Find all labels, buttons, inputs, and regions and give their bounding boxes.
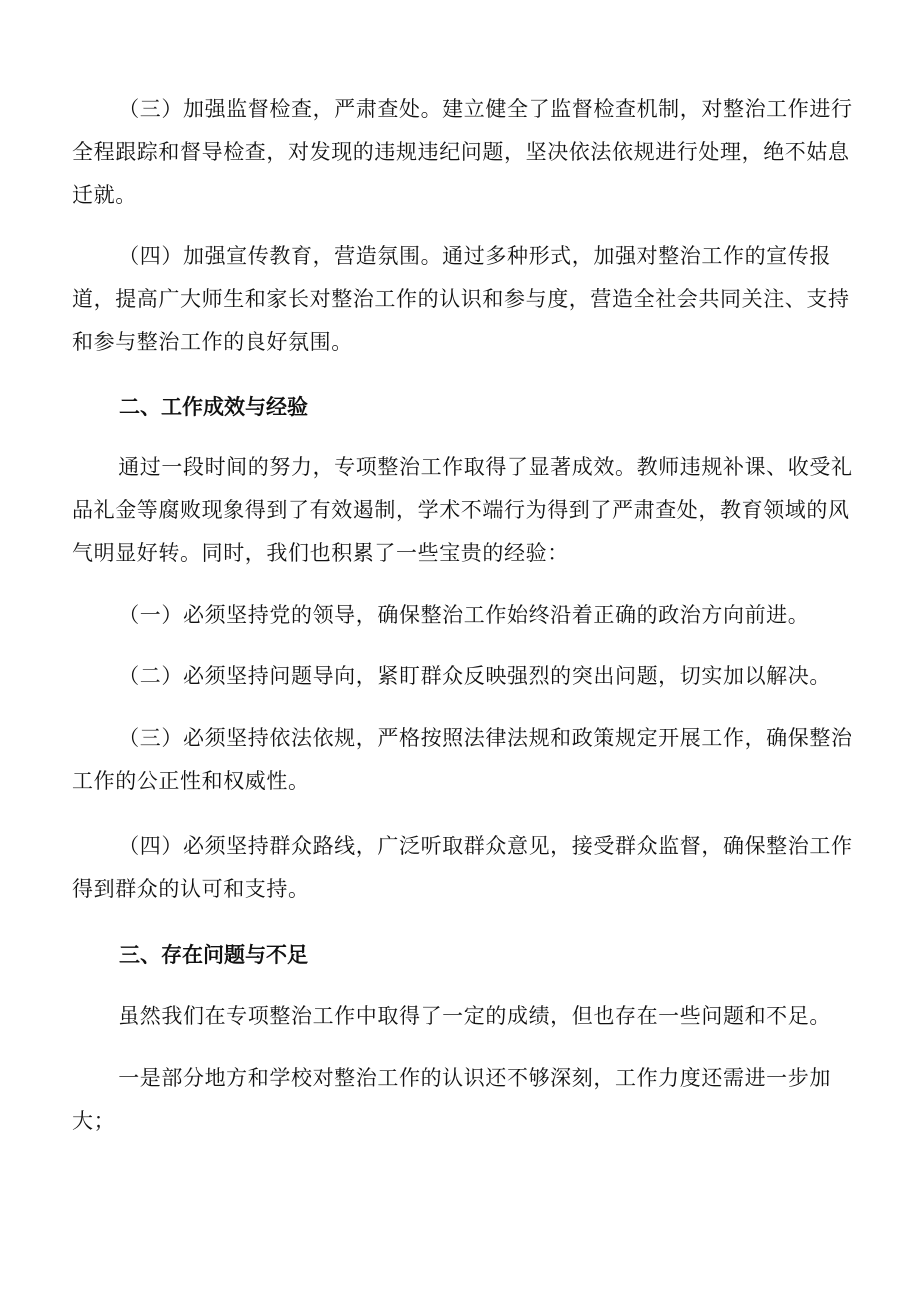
- paragraph-experience-3: （三）必须坚持依法依规，严格按照法律法规和政策规定开展工作，确保整治工作的公正性和权威性。: [72, 726, 853, 793]
- paragraph-experience-2: （二）必须坚持问题导向，紧盯群众反映强烈的突出问题，切实加以解决。: [118, 664, 831, 688]
- section-heading-problems: 三、存在问题与不足: [119, 943, 308, 967]
- section-heading-results: 二、工作成效与经验: [119, 395, 308, 419]
- paragraph-problems-intro: 虽然我们在专项整治工作中取得了一定的成绩，但也存在一些问题和不足。: [118, 1004, 831, 1028]
- paragraph-problem-1: 一是部分地方和学校对整治工作的认识还不够深刻，工作力度还需进一步加大；: [72, 1066, 831, 1133]
- paragraph-results-intro: 通过一段时间的努力，专项整治工作取得了显著成效。教师违规补课、收受礼品礼金等腐败现象得到了有效遏制，学术不端行为得到了严肃查处，教育领域的风气明显好转。同时，我们也积累了一些宝贵的经验：: [72, 455, 853, 565]
- paragraph-supervision: （三）加强监督检查，严肃查处。建立健全了监督检查机制，对整治工作进行全程跟踪和督导检查，对发现的违规违纪问题，坚决依法依规进行处理，绝不姑息迁就。: [72, 97, 853, 207]
- paragraph-experience-4: （四）必须坚持群众路线，广泛听取群众意见，接受群众监督，确保整治工作得到群众的认可和支持。: [72, 834, 853, 901]
- paragraph-publicity: （四）加强宣传教育，营造氛围。通过多种形式，加强对整治工作的宣传报道，提高广大师生和家长对整治工作的认识和参与度，营造全社会共同关注、支持和参与整治工作的良好氛围。: [72, 244, 850, 354]
- paragraph-experience-1: （一）必须坚持党的领导，确保整治工作始终沿着正确的政治方向前进。: [118, 603, 810, 627]
